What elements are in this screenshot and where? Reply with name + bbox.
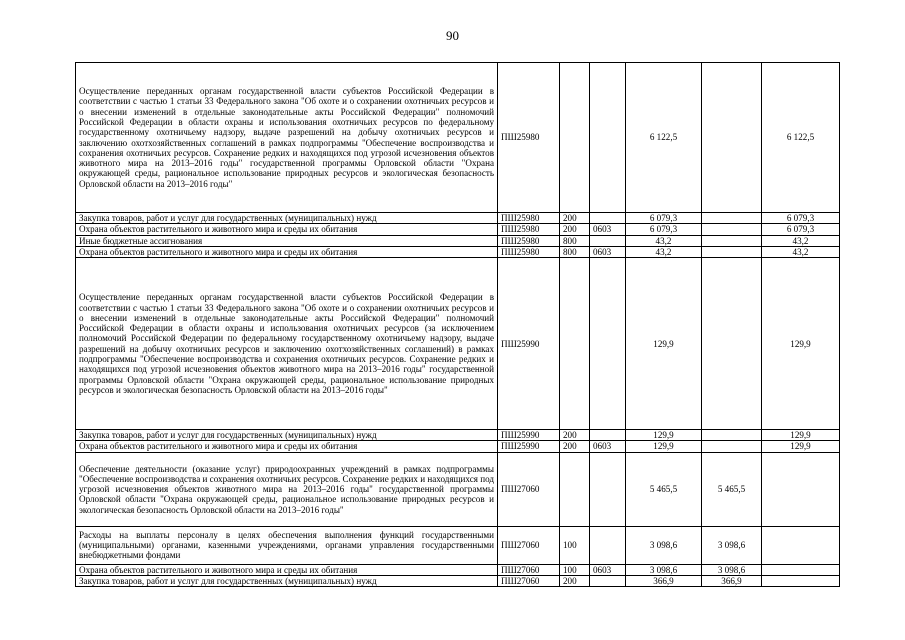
row-sum-federal: 6 079,3 bbox=[762, 224, 840, 235]
row-sum-total: 129,9 bbox=[626, 441, 702, 452]
row-sum-federal bbox=[762, 526, 840, 564]
row-sum-total: 366,9 bbox=[626, 576, 702, 587]
table-row bbox=[76, 258, 840, 430]
row-target-code: ПШ27060 bbox=[498, 526, 560, 564]
row-sum-regional: 366,9 bbox=[702, 576, 762, 587]
table-row bbox=[76, 63, 840, 213]
row-description: Обеспечение деятельности (оказание услуг) природоохранных учреждений в рамках подпрограммы "Обеспечение воспроизводства и сохранения охотничьих ресурсов. Сохранение редких и находящихся под угрозой исчезновения объектов животного мира на 2013–2016 годы" государственной программы Орловской области "Охрана окружающей среды, рациональное использование природных ресурсов и экологическая безопасность Орловской области на 2013–2016 годы" bbox=[76, 452, 498, 526]
row-sum-regional bbox=[702, 63, 762, 213]
row-section-code bbox=[590, 63, 626, 213]
row-sum-total: 129,9 bbox=[626, 258, 702, 430]
row-description: Охрана объектов растительного и животного мира и среды их обитания bbox=[76, 441, 498, 452]
row-section-code bbox=[590, 213, 626, 224]
row-description: Расходы на выплаты персоналу в целях обеспечения выполнения функций государственными (муниципальными) органами, казенными учреждениями, органами управления государственными внебюджетными фондами bbox=[76, 526, 498, 564]
row-section-code: 0603 bbox=[590, 246, 626, 257]
row-sum-federal bbox=[762, 564, 840, 575]
row-sum-federal bbox=[762, 576, 840, 587]
row-target-code: ПШ25980 bbox=[498, 213, 560, 224]
row-expense-type: 200 bbox=[560, 576, 590, 587]
page-number: 90 bbox=[446, 28, 459, 43]
row-section-code bbox=[590, 258, 626, 430]
table-row bbox=[76, 441, 840, 452]
row-sum-regional bbox=[702, 224, 762, 235]
row-section-code bbox=[590, 235, 626, 246]
row-description: Закупка товаров, работ и услуг для государственных (муниципальных) нужд bbox=[76, 430, 498, 441]
row-sum-regional bbox=[702, 430, 762, 441]
row-target-code: ПШ25990 bbox=[498, 441, 560, 452]
row-sum-regional bbox=[702, 441, 762, 452]
row-expense-type: 100 bbox=[560, 564, 590, 575]
row-sum-total: 6 079,3 bbox=[626, 224, 702, 235]
row-description: Закупка товаров, работ и услуг для государственных (муниципальных) нужд bbox=[76, 576, 498, 587]
row-target-code: ПШ25980 bbox=[498, 224, 560, 235]
table-row bbox=[76, 452, 840, 526]
row-expense-type bbox=[560, 63, 590, 213]
row-sum-regional: 3 098,6 bbox=[702, 564, 762, 575]
table-row bbox=[76, 213, 840, 224]
row-expense-type: 100 bbox=[560, 526, 590, 564]
table-row bbox=[76, 576, 840, 587]
table-row bbox=[76, 564, 840, 575]
row-sum-federal: 129,9 bbox=[762, 258, 840, 430]
table-body bbox=[76, 63, 840, 587]
row-expense-type bbox=[560, 452, 590, 526]
row-sum-federal bbox=[762, 452, 840, 526]
table-row bbox=[76, 246, 840, 257]
row-sum-total: 5 465,5 bbox=[626, 452, 702, 526]
row-description: Иные бюджетные ассигнования bbox=[76, 235, 498, 246]
row-target-code: ПШ25980 bbox=[498, 246, 560, 257]
row-expense-type: 200 bbox=[560, 224, 590, 235]
row-expense-type: 800 bbox=[560, 235, 590, 246]
row-expense-type: 200 bbox=[560, 430, 590, 441]
row-expense-type bbox=[560, 258, 590, 430]
table-row bbox=[76, 430, 840, 441]
row-sum-total: 43,2 bbox=[626, 235, 702, 246]
row-sum-regional bbox=[702, 235, 762, 246]
row-sum-regional bbox=[702, 258, 762, 430]
row-sum-federal: 129,9 bbox=[762, 441, 840, 452]
row-description: Охрана объектов растительного и животного мира и среды их обитания bbox=[76, 224, 498, 235]
row-section-code: 0603 bbox=[590, 441, 626, 452]
table-row bbox=[76, 235, 840, 246]
row-description: Охрана объектов растительного и животного мира и среды их обитания bbox=[76, 246, 498, 257]
table-row bbox=[76, 224, 840, 235]
row-sum-federal: 129,9 bbox=[762, 430, 840, 441]
row-expense-type: 200 bbox=[560, 441, 590, 452]
row-target-code: ПШ27060 bbox=[498, 452, 560, 526]
row-sum-federal: 6 122,5 bbox=[762, 63, 840, 213]
row-expense-type: 800 bbox=[560, 246, 590, 257]
row-section-code bbox=[590, 526, 626, 564]
row-sum-total: 6 122,5 bbox=[626, 63, 702, 213]
row-sum-regional bbox=[702, 213, 762, 224]
table-row bbox=[76, 526, 840, 564]
row-target-code: ПШ25980 bbox=[498, 63, 560, 213]
row-expense-type: 200 bbox=[560, 213, 590, 224]
row-sum-total: 3 098,6 bbox=[626, 526, 702, 564]
row-sum-total: 3 098,6 bbox=[626, 564, 702, 575]
row-description: Осуществление переданных органам государственной власти субъектов Российской Федерации в соответствии с частью 1 статьи 33 Федерального закона "Об охоте и о сохранении охотничьих ресурсов и о внесении изменений в отдельные законодательные акты Российской Федерации" полномочий Российской Федерации в области охраны и использования охотничьих ресурсов (за исключением полномочий Российской Федерации по федеральному государственному охотничьему надзору, выдаче разрешений на добычу охотничьих ресурсов и заключению охотхозяйственных соглашений) в рамках подпрограммы "Обеспечение воспроизводства и сохранения охотничьих ресурсов. Сохранение редких и находящихся под угрозой исчезновения объектов животного мира на 2013–2016 годы" государственной программы Орловской области "Охрана окружающей среды, рациональное использование природных ресурсов и экологическая безопасность Орловской области на 2013–2016 годы" bbox=[76, 258, 498, 430]
row-section-code: 0603 bbox=[590, 564, 626, 575]
row-sum-total: 129,9 bbox=[626, 430, 702, 441]
budget-table bbox=[75, 62, 840, 587]
row-sum-federal: 6 079,3 bbox=[762, 213, 840, 224]
row-target-code: ПШ27060 bbox=[498, 564, 560, 575]
row-description: Охрана объектов растительного и животного мира и среды их обитания bbox=[76, 564, 498, 575]
row-sum-regional: 3 098,6 bbox=[702, 526, 762, 564]
row-sum-total: 6 079,3 bbox=[626, 213, 702, 224]
row-description: Осуществление переданных органам государственной власти субъектов Российской Федерации в соответствии с частью 1 статьи 33 Федерального закона "Об охоте и о сохранении охотничьих ресурсов и о внесении изменений в отдельные законодательные акты Российской Федерации" полномочий Российской Федерации в области охраны и использования охотничьих ресурсов по федеральному государственному охотничьему надзору, выдаче разрешений на добычу охотничьих ресурсов и заключению охотхозяйственных соглашений в рамках подпрограммы "Обеспечение воспроизводства и сохранения охотничьих ресурсов. Сохранение редких и находящихся под угрозой исчезновения объектов животного мира на 2013–2016 годы" государственной программы Орловской области "Охрана окружающей среды, рациональное использование природных ресурсов и экологическая безопасность Орловской области на 2013–2016 годы" bbox=[76, 63, 498, 213]
row-sum-regional: 5 465,5 bbox=[702, 452, 762, 526]
row-section-code bbox=[590, 576, 626, 587]
row-sum-federal: 43,2 bbox=[762, 246, 840, 257]
row-section-code bbox=[590, 452, 626, 526]
row-description: Закупка товаров, работ и услуг для государственных (муниципальных) нужд bbox=[76, 213, 498, 224]
row-sum-federal: 43,2 bbox=[762, 235, 840, 246]
row-target-code: ПШ25980 bbox=[498, 235, 560, 246]
row-sum-regional bbox=[702, 246, 762, 257]
row-section-code: 0603 bbox=[590, 224, 626, 235]
row-target-code: ПШ27060 bbox=[498, 576, 560, 587]
row-target-code: ПШ25990 bbox=[498, 258, 560, 430]
row-section-code bbox=[590, 430, 626, 441]
row-target-code: ПШ25990 bbox=[498, 430, 560, 441]
row-sum-total: 43,2 bbox=[626, 246, 702, 257]
